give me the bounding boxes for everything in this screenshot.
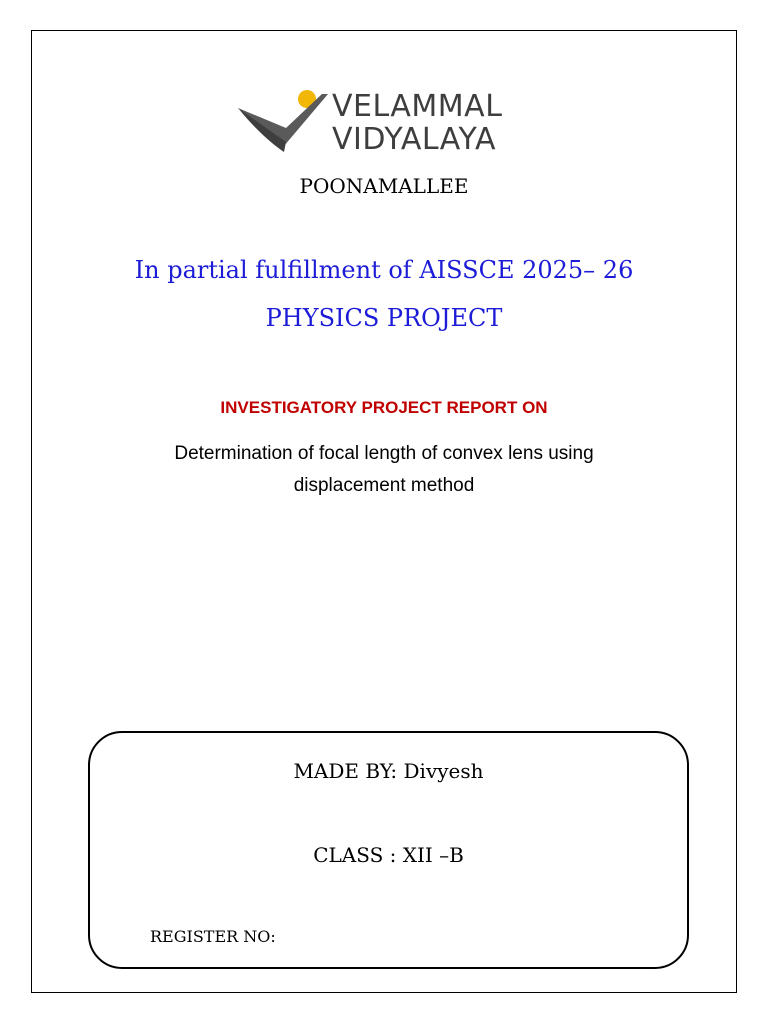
logo-text [332,90,502,156]
report-heading: INVESTIGATORY PROJECT REPORT ON [220,398,548,417]
project-topic [31,438,737,502]
register-number: REGISTER NO: [150,927,276,946]
fulfillment-line: In partial fulfillment of AISSCE 2025– 26 [134,256,634,284]
velammal-swoosh-logo-icon [236,86,336,166]
school-logo [236,86,536,166]
topic-line-2: displacement method [293,475,475,496]
school-location: POONAMALLEE [299,174,469,198]
logo-line-1: VELAMMAL [332,89,503,124]
topic-line-1: Determination of focal length of convex lens using [174,443,594,464]
class-info: CLASS : XII –B [313,843,464,867]
logo-line-2: VIDYALAYA [332,122,496,157]
subject-title: PHYSICS PROJECT [265,304,503,332]
student-details-box [88,731,689,969]
made-by: MADE BY: Divyesh [293,759,484,783]
